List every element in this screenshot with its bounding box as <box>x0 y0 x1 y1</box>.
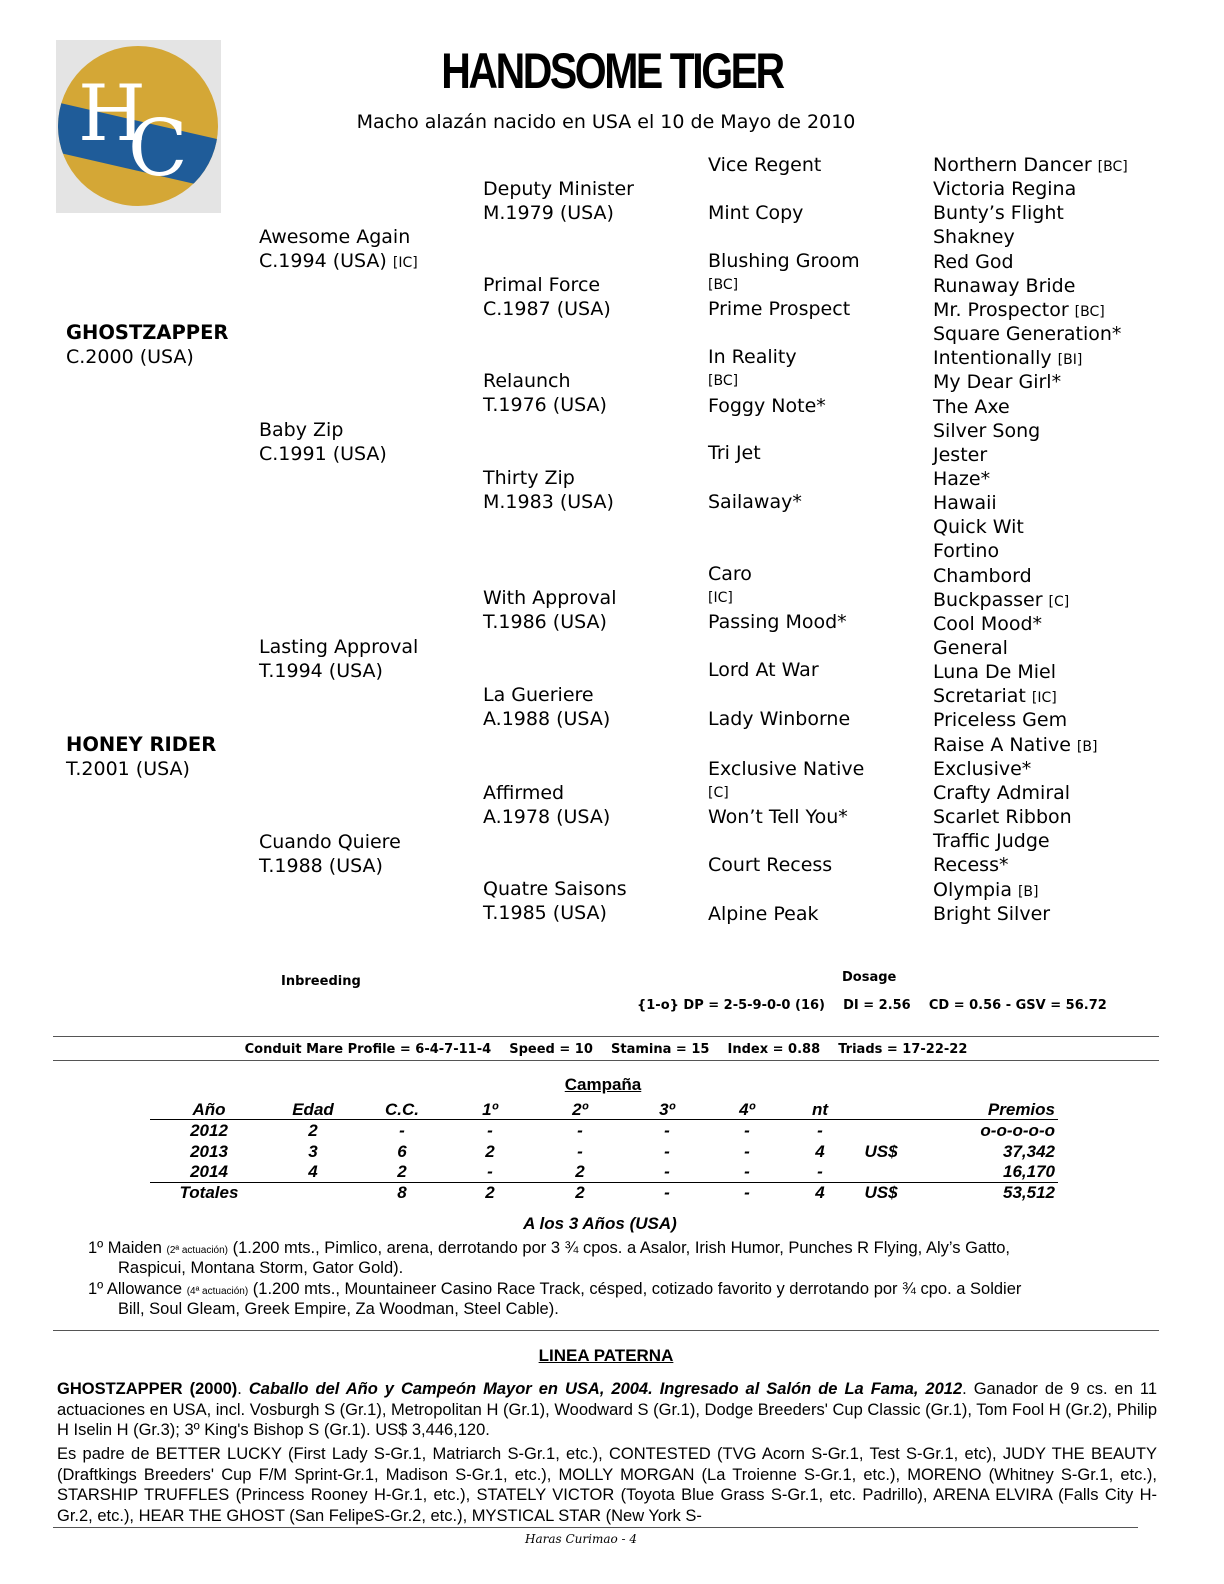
horse-name-title: HANDSOME TIGER <box>441 43 783 99</box>
gen5-entry <box>933 708 1067 732</box>
gen5-name: Runaway Bride <box>933 274 1076 297</box>
gen5-tag: [IC] <box>1031 690 1057 707</box>
gen5-entry <box>933 515 1024 539</box>
gen5-tag: [B] <box>1017 883 1039 900</box>
gen5-entry <box>933 395 1010 419</box>
gen5-entry <box>933 878 1039 904</box>
campaign-row-cell: 2012 <box>190 1121 228 1140</box>
gen5-name: Luna De Miel <box>933 661 1057 684</box>
campaign-title: Campaña <box>564 1075 642 1094</box>
gen5-name: Chambord <box>933 564 1032 587</box>
gen4-name: Lady Winborne <box>708 708 851 730</box>
gen3-info: M.1983 (USA) <box>483 491 614 513</box>
gen5-name: Bright Silver <box>933 902 1051 925</box>
campaign-header-cell: Año <box>192 1100 226 1119</box>
gen3-info: T.1986 (USA) <box>483 611 607 633</box>
gen5-tag: [BC] <box>1097 159 1128 175</box>
gen2-info: T.1988 (USA) <box>259 855 383 877</box>
gen5-entry <box>933 660 1056 684</box>
gen5-name: Northern Dancer <box>933 154 1092 176</box>
gen4-name: Alpine Peak <box>708 903 819 925</box>
campaign-header-cell: nt <box>811 1100 829 1119</box>
gen5-entry <box>933 733 1097 759</box>
gen4-tag: [BC] <box>708 373 739 389</box>
campaign-header-cell: C.C. <box>385 1100 419 1119</box>
gen5-name: Square Generation* <box>933 323 1122 346</box>
gen5-name: Quick Wit <box>933 516 1024 539</box>
sire-name: GHOSTZAPPER <box>66 321 229 344</box>
gen5-name: Priceless Gem <box>933 709 1068 732</box>
gen3-name: With Approval <box>483 587 617 609</box>
gen5-entry <box>933 491 997 515</box>
gen2-info: C.1991 (USA) <box>259 443 387 465</box>
gen5-entry <box>933 153 1128 179</box>
gen3-name: Affirmed <box>483 782 565 804</box>
gen5-entry <box>933 805 1072 829</box>
campaign-row-cell: - <box>664 1141 670 1161</box>
gen5-name: Buckpasser <box>933 588 1043 611</box>
campaign-header-cell: 2º <box>572 1100 588 1119</box>
campaign-row-cell: US$ <box>864 1141 898 1161</box>
gen5-entry <box>933 588 1069 614</box>
campaign-header-cell: Premios <box>987 1100 1055 1119</box>
dam-info: T.2001 (USA) <box>66 758 190 780</box>
gen2-name: Awesome Again <box>259 226 411 248</box>
campaign-row-cell: - <box>577 1121 583 1140</box>
conduit-mare-profile: Conduit Mare Profile = 6-4-7-11-4 Speed = 10 Stamina = 15 Index = 0.88 Triads = 17-22-22 <box>244 1042 968 1057</box>
gen5-entry <box>933 250 1014 274</box>
campaign-totals-cell: Totales <box>179 1183 239 1202</box>
campaign-row-cell: - <box>664 1121 670 1140</box>
campaign-row-cell: 2 <box>575 1162 585 1181</box>
gen4-name: Court Recess <box>708 854 833 876</box>
gen5-name: Scarlet Ribbon <box>933 806 1072 829</box>
gen4-name: Vice Regent <box>708 154 822 176</box>
gen3-info: A.1978 (USA) <box>483 806 611 828</box>
campaign-row-cell: 4 <box>815 1141 825 1161</box>
gen2-tag: [IC] <box>392 255 418 271</box>
gen3-name: Thirty Zip <box>483 467 575 489</box>
gen5-name: Silver Song <box>933 419 1041 442</box>
gen5-name: Recess* <box>933 854 1009 877</box>
campaign-row-cell: 37,342 <box>1003 1141 1055 1161</box>
gen5-name: Cool Mood* <box>933 612 1043 635</box>
gen4-name: Caro <box>708 563 752 585</box>
gen5-entry <box>933 684 1057 710</box>
campaign-totals-cell: US$ <box>864 1183 898 1202</box>
gen5-name: Crafty Admiral <box>933 781 1071 804</box>
campaign-row-cell: - <box>487 1121 493 1140</box>
sire-info: C.2000 (USA) <box>66 346 194 368</box>
campaign-totals-cell: - <box>744 1183 750 1202</box>
race-detail: (1.200 mts., Mountaineer Casino Race Track, césped, cotizado favorito y derrotando por ¾ cpo. a Soldier <box>252 1280 1022 1298</box>
linea-paragraph-2 <box>57 1444 1157 1526</box>
campaign-row-cell: - <box>744 1121 750 1140</box>
gen5-entry <box>933 443 987 467</box>
gen5-name: Fortino <box>933 540 1000 563</box>
gen5-tag: [BC] <box>1074 303 1105 320</box>
campaign-row-cell: - <box>744 1141 750 1161</box>
gen5-name: Bunty’s Flight <box>933 202 1064 225</box>
gen5-name: My Dear Girl* <box>933 371 1062 394</box>
dosage-label: Dosage <box>842 970 897 985</box>
gen5-entry <box>933 829 1050 853</box>
gen5-entry <box>933 177 1076 201</box>
linea-paterna-title: LINEA PATERNA <box>538 1346 674 1365</box>
gen5-tag: [BI] <box>1057 352 1083 369</box>
gen4-name: Won’t Tell You* <box>708 806 848 828</box>
campaign-row-cell: 2 <box>485 1141 495 1161</box>
progeny-lead: Es padre de <box>57 1445 150 1463</box>
gen5-name: Haze* <box>933 467 991 490</box>
race-detail-cont: Raspicui, Montana Storm, Gator Gold). <box>118 1259 404 1277</box>
gen5-entry <box>933 612 1042 636</box>
campaign-totals-cell: - <box>664 1183 670 1202</box>
logo-letter-h: H <box>78 69 147 159</box>
gen5-entry <box>933 298 1105 324</box>
gen5-name: Scretariat <box>933 685 1026 708</box>
gen5-name: The Axe <box>933 395 1010 418</box>
gen3-name: La Gueriere <box>483 684 594 706</box>
gen2-name: Baby Zip <box>259 419 344 441</box>
campaign-row-cell: - <box>817 1162 823 1181</box>
gen5-name: Intentionally <box>933 347 1052 370</box>
gen5-entry <box>933 274 1075 298</box>
gen5-name: Exclusive* <box>933 757 1032 780</box>
gen5-entry <box>933 322 1121 346</box>
campaign-row-cell: - <box>487 1162 493 1181</box>
dosage-values: {1-o} DP = 2-5-9-0-0 (16) DI = 2.56 CD = 0.56 - GSV = 56.72 <box>637 998 1107 1013</box>
divider <box>53 1330 1159 1331</box>
campaign-header-cell: Edad <box>292 1100 334 1119</box>
gen5-tag: [B] <box>1076 738 1098 755</box>
gen5-entry <box>933 467 990 491</box>
sire-highlight: GHOSTZAPPER (2000) <box>57 1380 238 1398</box>
campaign-row-cell: 2014 <box>190 1162 228 1181</box>
gen5-name: Red God <box>933 250 1014 273</box>
gen4-name: Passing Mood* <box>708 611 847 633</box>
sire-honors: Caballo del Año y Campeón Mayor en USA, 2004. Ingresado al Salón de La Fama, 2012 <box>248 1380 963 1398</box>
gen5-entry <box>933 370 1061 394</box>
gen5-entry <box>933 201 1064 225</box>
campaign-row-cell: 2 <box>397 1162 407 1181</box>
gen4-tag: [BC] <box>708 277 739 293</box>
gen5-tag: [C] <box>1048 593 1070 610</box>
gen2-info: T.1994 (USA) <box>259 660 383 682</box>
gen5-entry <box>933 346 1082 372</box>
campaign-row-cell: - <box>577 1141 583 1161</box>
race-detail-cont: Bill, Soul Gleam, Greek Empire, Za Woodman, Steel Cable). <box>118 1300 559 1318</box>
divider <box>53 1060 1159 1061</box>
gen2-info: C.1994 (USA) [IC] <box>259 250 418 272</box>
gen4-name: Sailaway* <box>708 491 802 513</box>
gen4-name: Foggy Note* <box>708 395 826 417</box>
gen5-entry <box>933 853 1008 877</box>
campaign-row-cell: 3 <box>308 1141 318 1161</box>
progeny-list: BETTER LUCKY (First Lady S-Gr.1, Matriarch S-Gr.1, etc.), CONTESTED (TVG Acorn S-Gr.1, Test S-Gr.1, etc), JUDY THE BEAUTY (Draftkings Breeders' Cup F/M Sprint-Gr.1, Madison S-Gr.1, etc.), MOLLY MORGAN (La Troienne S-Gr.1, etc.), MORENO (Whitney S-Gr.1, etc.), STARSHIP TRUFFLES (Princess Rooney H-Gr.1, etc.), STATELY VICTOR (Toyota Blue Grass S-Gr.1, etc. Padrillo), ARENA ELVIRA (Falls City H-Gr.2, etc.), HEAR THE GHOST (San FelipeS-Gr.2, etc.), MYSTICAL STAR (New York S- <box>57 1445 1157 1525</box>
gen5-entry <box>933 757 1031 781</box>
campaign-totals-cell: 8 <box>397 1183 407 1202</box>
campaign-row-cell: 16,170 <box>1003 1162 1055 1181</box>
gen5-name: Traffic Judge <box>933 830 1050 853</box>
table-rule <box>150 1119 1058 1120</box>
dam-name: HONEY RIDER <box>66 733 217 756</box>
gen5-entry <box>933 781 1070 805</box>
page-footer: Haras Curimao - 4 <box>525 1532 638 1546</box>
gen5-name: Jester <box>933 443 988 466</box>
gen4-name: Exclusive Native <box>708 758 865 780</box>
gen5-entry <box>933 225 1015 249</box>
gen5-name: General <box>933 637 1008 659</box>
gen3-info: T.1985 (USA) <box>483 902 607 924</box>
gen5-entry <box>933 564 1032 588</box>
gen4-name: Mint Copy <box>708 202 804 224</box>
gen3-name: Quatre Saisons <box>483 878 627 900</box>
gen3-info: T.1976 (USA) <box>483 394 607 416</box>
gen4-name: Blushing Groom <box>708 250 860 272</box>
gen5-entry <box>933 636 1008 660</box>
gen5-name: Raise A Native <box>933 733 1071 756</box>
logo-letter-c: C <box>128 104 188 194</box>
campaign-row-cell: 2013 <box>190 1141 228 1161</box>
gen5-name: Victoria Regina <box>933 178 1077 201</box>
gen3-info: C.1987 (USA) <box>483 298 611 320</box>
sire-record: . Ganador de 9 cs. en 11 actuaciones en USA, incl. Vosburgh S (Gr.1), Metropolitan H (Gr.1), Woodward S (Gr.1), Dodge Breeders' Cup Classic (Gr.1), Tom Fool H (Gr.2), Philip H Iselin H (Gr.3); 3º King's Bishop S (Gr.1). US$ 3,446,120. <box>57 1380 1158 1439</box>
campaign-row-cell: - <box>744 1162 750 1181</box>
gen3-info: A.1988 (USA) <box>483 708 611 730</box>
gen4-tag: [IC] <box>708 590 733 606</box>
horse-description: Macho alazán nacido en USA el 10 de Mayo de 2010 <box>356 111 856 133</box>
gen4-tag: [C] <box>708 785 729 801</box>
campaign-totals-cell: 4 <box>815 1183 825 1202</box>
gen4-name: In Reality <box>708 346 797 368</box>
campaign-totals-cell: 53,512 <box>1003 1183 1055 1202</box>
campaign-header-cell: 4º <box>739 1100 755 1119</box>
gen5-entry <box>933 419 1040 443</box>
gen5-entry <box>933 539 999 563</box>
gen5-name: Mr. Prospector <box>933 298 1069 321</box>
gen3-name: Relaunch <box>483 370 571 392</box>
race-detail: (1.200 mts., Pimlico, arena, derrotando por 3 ¾ cpos. a Asalor, Irish Humor, Punches R Flying, Aly’s Gatto, <box>232 1239 1011 1257</box>
campaign-row-cell: 6 <box>397 1141 407 1161</box>
gen5-name: Shakney <box>933 226 1015 249</box>
campaign-header-cell: 1º <box>482 1100 498 1119</box>
gen3-name: Primal Force <box>483 274 601 296</box>
race-result: 1º Allowance <box>88 1280 183 1298</box>
campaign-row-cell: 2 <box>308 1121 318 1140</box>
inbreeding-label: Inbreeding <box>281 974 361 989</box>
campaign-row-cell: - <box>664 1162 670 1181</box>
gen4-name: Prime Prospect <box>708 298 851 320</box>
divider <box>53 1527 1138 1528</box>
divider <box>53 1036 1159 1037</box>
campaign-row-cell: 4 <box>308 1162 318 1181</box>
campaign-row-cell: - <box>399 1121 405 1140</box>
gen5-name: Hawaii <box>933 492 997 515</box>
race-note: (4ª actuación) <box>186 1286 249 1297</box>
campaign-row-cell: - <box>817 1121 823 1140</box>
gen5-name: Olympia <box>933 878 1012 901</box>
gen2-name: Lasting Approval <box>259 636 419 658</box>
gen4-name: Tri Jet <box>708 442 761 464</box>
gen3-name: Deputy Minister <box>483 178 634 200</box>
campaign-totals-cell: 2 <box>575 1183 585 1202</box>
campaign-totals-cell: 2 <box>485 1183 495 1202</box>
gen2-name: Cuando Quiere <box>259 831 401 853</box>
race-result: 1º Maiden <box>88 1239 162 1257</box>
gen4-name: Lord At War <box>708 659 819 681</box>
gen5-entry <box>933 902 1050 926</box>
gen3-info: M.1979 (USA) <box>483 202 614 224</box>
race-note: (2ª actuación) <box>166 1245 229 1256</box>
campaign-header-cell: 3º <box>659 1100 675 1119</box>
age3-title: A los 3 Años (USA) <box>523 1214 677 1233</box>
linea-paragraph-1: GHOSTZAPPER (2000). Caballo del Año y Campeón Mayor en USA, 2004. Ingresado al Salón de La Fama, 2012. Ganador de 9 cs. en 11 actuaciones en USA, incl. Vosburgh S (Gr.1), Metropolitan H (Gr.1), Woodward S (Gr.1), Dodge Breeders' Cup Classic (Gr.1), Tom Fool H (Gr.2), Philip H Iselin H (Gr.3); 3º King's Bishop S (Gr.1). US$ 3,446,120. <box>57 1380 1158 1439</box>
campaign-row-cell: o-o-o-o-o <box>980 1121 1055 1140</box>
